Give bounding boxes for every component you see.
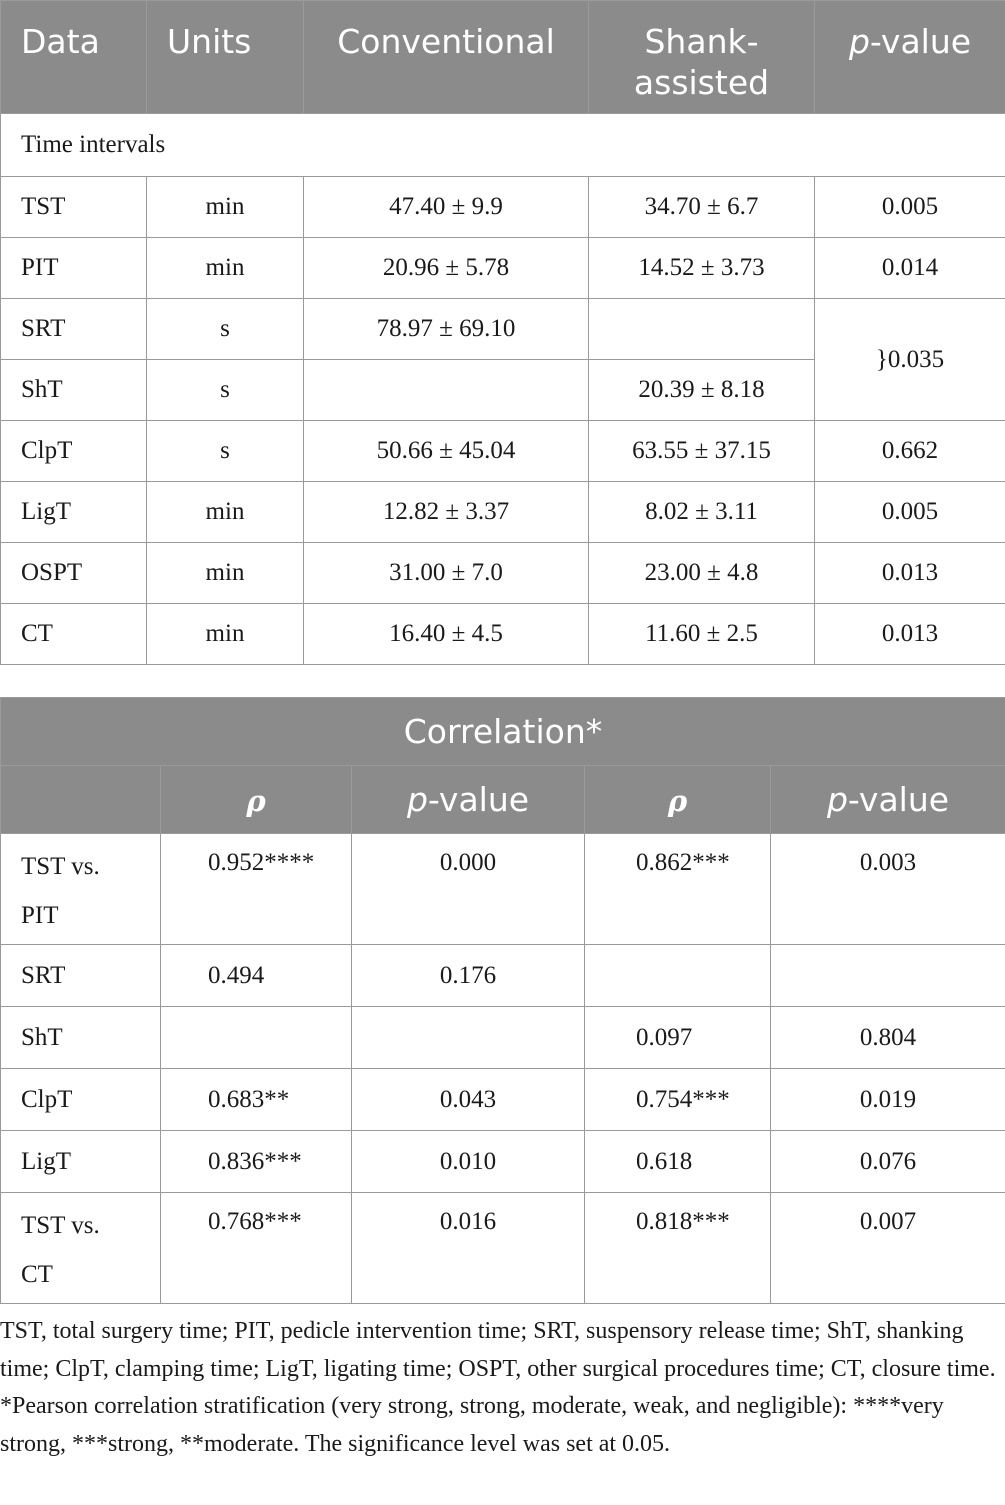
cell-label: ShT <box>1 1007 161 1069</box>
subheader-rho-conventional: ρ <box>161 766 352 834</box>
cell-rho-conventional: 0.952**** <box>161 834 352 945</box>
cell-shank <box>589 299 815 360</box>
cell-rho-shank: 0.097 <box>585 1007 771 1069</box>
cell-conventional: 50.66 ± 45.04 <box>304 421 589 482</box>
cell-rho-shank <box>585 945 771 1007</box>
cell-p-value: 0.662 <box>815 421 1005 482</box>
table-header-row <box>1 1 1005 114</box>
cell-data: PIT <box>1 238 147 299</box>
cell-data: CT <box>1 604 147 665</box>
cell-p-conventional: 0.000 <box>352 834 585 945</box>
time-intervals-table <box>0 0 1005 665</box>
cell-p-shank: 0.019 <box>771 1069 1005 1131</box>
cell-units: s <box>147 421 304 482</box>
table-row <box>1 1193 1005 1304</box>
cell-conventional: 47.40 ± 9.9 <box>304 177 589 238</box>
cell-p-value: 0.013 <box>815 543 1005 604</box>
cell-p-conventional <box>352 1007 585 1069</box>
table-footnote: TST, total surgery time; PIT, pedicle intervention time; SRT, suspensory release time; ShT, shanking time; ClpT, clamping time; LigT, ligating time; OSPT, other surgical procedures time; CT, closure time. *Pearson correlation stratification (very strong, strong, moderate, weak, and negligible): ****very strong, ***strong, **moderate. The significance level was set at 0.05. <box>0 1318 996 1457</box>
cell-units: min <box>147 482 304 543</box>
cell-rho-shank: 0.818*** <box>585 1193 771 1304</box>
cell-shank: 34.70 ± 6.7 <box>589 177 815 238</box>
cell-p-value: 0.005 <box>815 482 1005 543</box>
table-row <box>1 1007 1005 1069</box>
cell-p-conventional: 0.176 <box>352 945 585 1007</box>
cell-rho-shank: 0.862*** <box>585 834 771 945</box>
header-data: Data <box>1 1 147 114</box>
cell-shank: 20.39 ± 8.18 <box>589 360 815 421</box>
table-row <box>1 834 1005 945</box>
table-row <box>1 945 1005 1007</box>
cell-label: ClpT <box>1 1069 161 1131</box>
cell-p-value-merged: }0.035 <box>815 299 1005 421</box>
cell-p-shank: 0.804 <box>771 1007 1005 1069</box>
cell-data: OSPT <box>1 543 147 604</box>
cell-rho-conventional: 0.836*** <box>161 1131 352 1193</box>
correlation-table <box>0 697 1005 1304</box>
cell-p-conventional: 0.043 <box>352 1069 585 1131</box>
header-shank-assisted: Shank-assisted <box>589 1 815 114</box>
section-row <box>1 114 1005 177</box>
correlation-subheader-row <box>1 766 1005 834</box>
cell-conventional: 20.96 ± 5.78 <box>304 238 589 299</box>
cell-rho-shank: 0.618 <box>585 1131 771 1193</box>
cell-label: SRT <box>1 945 161 1007</box>
cell-data: ClpT <box>1 421 147 482</box>
cell-p-value: 0.005 <box>815 177 1005 238</box>
cell-shank: 8.02 ± 3.11 <box>589 482 815 543</box>
cell-label: TST vs. CT <box>1 1193 161 1304</box>
cell-p-shank: 0.003 <box>771 834 1005 945</box>
cell-conventional: 12.82 ± 3.37 <box>304 482 589 543</box>
header-p-value: p-value <box>815 1 1005 114</box>
cell-label: TST vs. PIT <box>1 834 161 945</box>
table-row <box>1 604 1005 665</box>
cell-label: LigT <box>1 1131 161 1193</box>
cell-data: TST <box>1 177 147 238</box>
table-row <box>1 543 1005 604</box>
cell-data: SRT <box>1 299 147 360</box>
cell-p-shank <box>771 945 1005 1007</box>
cell-p-shank: 0.076 <box>771 1131 1005 1193</box>
cell-units: s <box>147 299 304 360</box>
cell-units: min <box>147 543 304 604</box>
cell-p-conventional: 0.016 <box>352 1193 585 1304</box>
cell-p-value: 0.014 <box>815 238 1005 299</box>
correlation-title: Correlation* <box>1 698 1005 766</box>
cell-shank: 63.55 ± 37.15 <box>589 421 815 482</box>
subheader-rho-shank: ρ <box>585 766 771 834</box>
cell-shank: 23.00 ± 4.8 <box>589 543 815 604</box>
cell-rho-shank: 0.754*** <box>585 1069 771 1131</box>
cell-shank: 11.60 ± 2.5 <box>589 604 815 665</box>
cell-shank: 14.52 ± 3.73 <box>589 238 815 299</box>
table-row <box>1 421 1005 482</box>
cell-data: ShT <box>1 360 147 421</box>
table-row <box>1 1131 1005 1193</box>
subheader-empty <box>1 766 161 834</box>
subheader-p-value-conventional: p-value <box>352 766 585 834</box>
cell-rho-conventional: 0.683** <box>161 1069 352 1131</box>
table-row <box>1 299 1005 360</box>
table-row <box>1 1069 1005 1131</box>
cell-conventional: 31.00 ± 7.0 <box>304 543 589 604</box>
cell-p-value: 0.013 <box>815 604 1005 665</box>
cell-rho-conventional: 0.768*** <box>161 1193 352 1304</box>
cell-rho-conventional: 0.494 <box>161 945 352 1007</box>
header-conventional: Conventional <box>304 1 589 114</box>
header-units: Units <box>147 1 304 114</box>
table-row <box>1 238 1005 299</box>
cell-conventional: 78.97 ± 69.10 <box>304 299 589 360</box>
cell-rho-conventional <box>161 1007 352 1069</box>
cell-data: LigT <box>1 482 147 543</box>
cell-p-shank: 0.007 <box>771 1193 1005 1304</box>
cell-conventional <box>304 360 589 421</box>
cell-conventional: 16.40 ± 4.5 <box>304 604 589 665</box>
correlation-title-row <box>1 698 1005 766</box>
cell-units: min <box>147 604 304 665</box>
cell-units: min <box>147 238 304 299</box>
cell-units: s <box>147 360 304 421</box>
subheader-p-value-shank: p-value <box>771 766 1005 834</box>
table-row <box>1 482 1005 543</box>
table-row <box>1 177 1005 238</box>
cell-p-conventional: 0.010 <box>352 1131 585 1193</box>
section-title: Time intervals <box>1 114 1005 177</box>
cell-units: min <box>147 177 304 238</box>
